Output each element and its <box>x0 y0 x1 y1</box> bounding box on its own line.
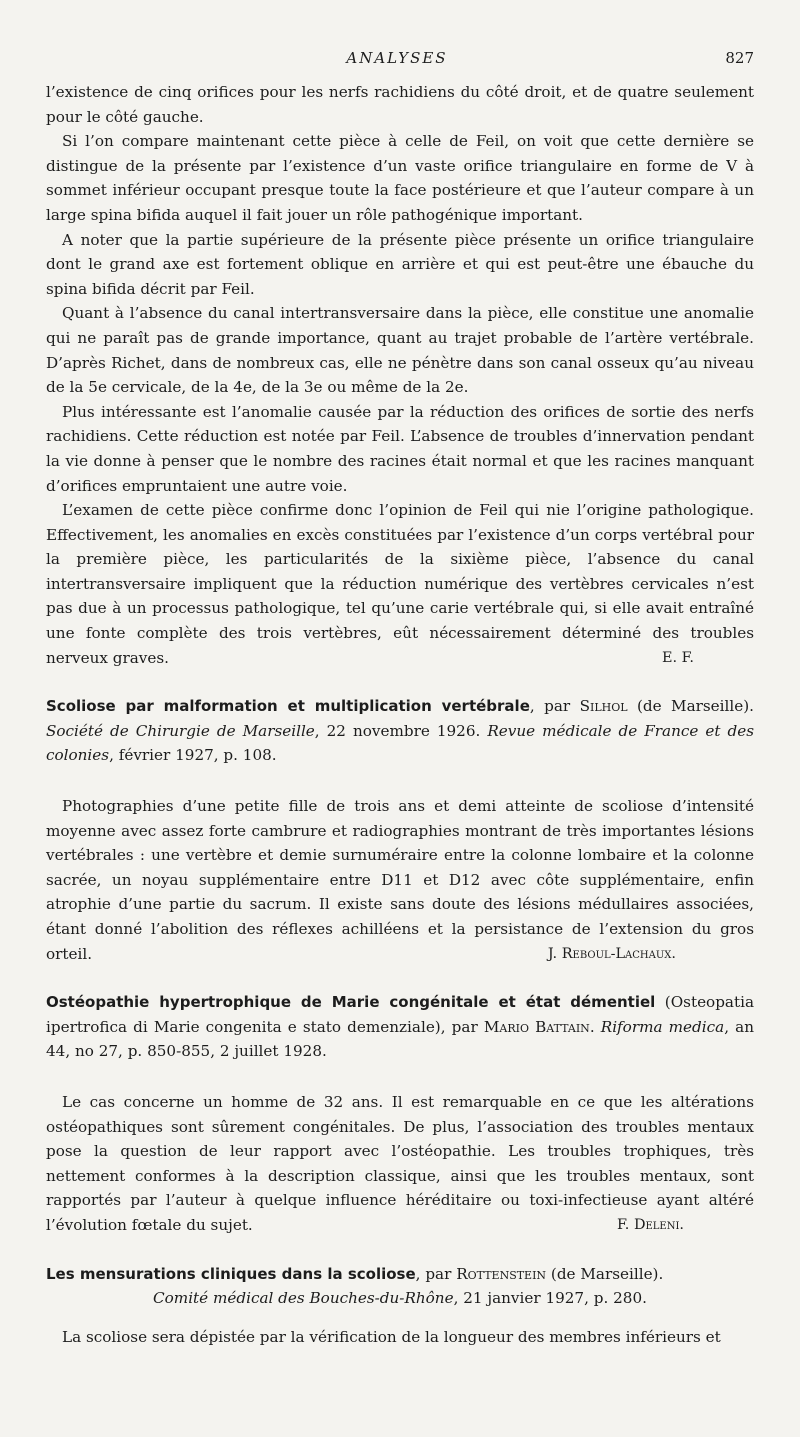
running-title: ANALYSES <box>346 49 448 67</box>
author-location: (de Marseille). <box>546 1264 664 1283</box>
article-body: Le cas concerne un homme de 32 ans. Il est remarquable en ce que les altérations ostéopathiques sont sûrement congénitales. De plus, l’association des troubles mentaux pose la question de leur rapport avec l’ostéopathie. Les troubles trophiques, très nettement conformes à la description classique, ainsi que les troubles mentaux, sont rapportés par l’auteur à quelque influence héréditaire ou toxi-infectieuse ayant altéré l’évolution fœtale du sujet. <box>46 1092 754 1234</box>
journal-name: Riforma medica <box>600 1017 725 1036</box>
article-subtitle: (Osteopatia ipertrofica di Marie congenita e stato demenziale), par <box>46 993 754 1036</box>
article-citation <box>46 1262 754 1287</box>
intro-paragraph: Quant à l’absence du canal intertransversaire dans la pièce, elle constitue une anomalie qui ne paraît pas de grande importance, quant au trajet probable de l’artère vertébrale. D’après Richet, dans de nombreux cas, elle ne pénètre dans son canal osseux qu’au niveau de la 5e cervicale, de la 4e, de la 3e ou même de la 2e. <box>46 304 754 397</box>
article-title: Scoliose par malformation et multiplication vertébrale <box>46 697 530 716</box>
article-header <box>46 694 754 768</box>
article-title: Les mensurations cliniques dans la scoliose <box>46 1264 416 1283</box>
article-source <box>46 1286 754 1311</box>
journal-name: Revue médicale de France et des colonies <box>46 721 755 765</box>
article-citation: Ostéopathie hypertrophique de Marie congénitale et état démentiel (Osteopatia ipertrofica di Marie congenita e stato demenziale), par Mario Battain. Riforma medica, an 44, no 27, p. 850-855, 2 juillet 1928. <box>46 993 754 1061</box>
by-text: , par <box>415 1264 457 1283</box>
by-text: , par <box>529 697 580 716</box>
page-number: 827 <box>725 49 754 67</box>
signature-text: F. Deleni. <box>617 1216 684 1233</box>
article-author: Rottenstein <box>456 1264 547 1283</box>
article-citation <box>46 694 754 768</box>
article-author: Mario Battain <box>483 1017 590 1036</box>
article-body: La scoliose sera dépistée par la vérification de la longueur des membres inférieurs et <box>62 1327 721 1346</box>
article-body: Photographies d’une petite fille de trois ans et demi atteinte de scoliose d’intensité moyenne avec assez forte cambrure et radiographies montrant de très importantes lésions vertébrales : une vertèbre et demie surnuméraire entre la colonne lombaire et la colonne sacrée, un noyau supplémentaire entre D11 et D12 avec côte supplémentaire, enfin atrophie d’une partie du sacrum. Il existe sans doute des lésions médullaires associées, étant donné l’abolition des réflexes achilléens et la persistance de l’extension du gros orteil. <box>46 797 754 963</box>
journal-details: , février 1927, p. 108. <box>109 746 277 765</box>
journal-details: , an 44, no 27, p. 850-855, 2 juillet 1928. <box>46 1017 754 1061</box>
article-author: Silhol <box>579 697 628 716</box>
source-name: Comité médical des Bouches-du-Rhône <box>153 1289 454 1308</box>
source-date: , 22 novembre 1926. <box>314 721 488 740</box>
source-name: Société de Chirurgie de Marseille <box>46 721 315 740</box>
article-signature <box>46 942 754 967</box>
article-header <box>46 1262 754 1311</box>
running-head <box>40 49 754 71</box>
page-body <box>46 80 754 1349</box>
signature-text: J. Reboul-Lachaux. <box>547 945 676 962</box>
intro-paragraph: A noter que la partie supérieure de la présente pièce présente un orifice triangulaire dont le grand axe est fortement oblique en arrière et qui est peut-être une ébauche du spina bifida décrit par Feil. <box>46 230 754 298</box>
intro-paragraph: Plus intéressante est l’anomalie causée par la réduction des orifices de sortie des nerfs rachidiens. Cette réduction est notée par Feil. L’absence de troubles d’innervation pendant la vie donne à penser que le nombre des racines était normal et que les racines manquant d’orifices empruntaient une autre voie. <box>46 402 754 495</box>
source-date: , 21 janvier 1927, p. 280. <box>453 1289 647 1308</box>
author-location: (de Marseille). <box>627 697 754 716</box>
intro-paragraph: l’existence de cinq orifices pour les nerfs rachidiens du côté droit, et de quatre seulement pour le côté gauche. <box>46 83 754 126</box>
intro-paragraph: Si l’on compare maintenant cette pièce à celle de Feil, on voit que cette dernière se distingue de la présente par l’existence d’un vaste orifice triangulaire en forme de V à sommet inférieur occupant presque toute la face postérieure et que l’auteur compare à un large spina bifida auquel il fait jouer un rôle pathogénique important. <box>46 132 754 224</box>
article-header <box>46 990 754 1064</box>
intro-paragraph: L’examen de cette pièce confirme donc l’opinion de Feil qui nie l’origine pathologique. Effectivement, les anomalies en excès constituées par l’existence d’un corps vertébral pour la première pièce, les particularités de la sixième pièce, l’absence du canal intertransversaire impliquent que la réduction numérique des vertèbres cervicales n’est pas due à un processus pathologique, tel qu’une carie vertébrale qui, si elle avait entraîné une fonte complète des trois vertèbres, eût nécessairement déterminé des troubles nerveux graves. <box>46 501 754 667</box>
article-title: Ostéopathie hypertrophique de Marie congénitale et état démentiel <box>46 993 656 1012</box>
signature-text: E. F. <box>662 649 694 666</box>
